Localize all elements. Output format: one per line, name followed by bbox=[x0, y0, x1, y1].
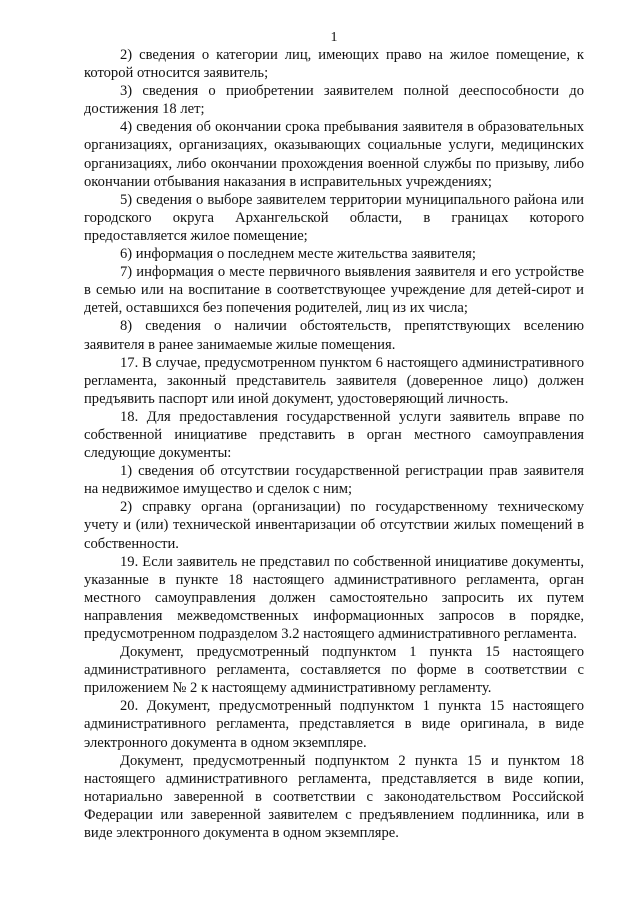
paragraph-section-18: 18. Для предоставления государственной услуги заявитель вправе по собственной инициативе представить в орган местного самоуправления следующие документы: bbox=[84, 408, 584, 462]
paragraph-section-18-item-2: 2) справку органа (организации) по государственному техническому учету и (или) технической инвентаризации об отсутствии жилых помещений в собственности. bbox=[84, 499, 584, 552]
paragraph-section-18-item-1: 1) сведения об отсутствии государственной регистрации прав заявителя на недвижимое имущество и сделок с ним; bbox=[84, 463, 584, 498]
paragraph-item-3-capacity: 3) сведения о приобретении заявителем полной дееспособности до достижения 18 лет; bbox=[84, 83, 584, 118]
document-body bbox=[84, 46, 584, 842]
paragraph-section-19-form: Документ, предусмотренный подпунктом 1 пункта 15 настоящего административного регламента, составляется по форме в соответствии с приложением № 2 к настоящему административному регламенту. bbox=[84, 644, 584, 697]
page-number: 1 bbox=[330, 30, 338, 45]
paragraph-section-20: 20. Документ, предусмотренный подпунктом 1 пункта 15 настоящего административного регламента, представляется в виде оригинала, в виде электронного документа в одном экземпляре. bbox=[84, 698, 584, 751]
paragraph-item-2-category: 2) сведения о категории лиц, имеющих право на жилое помещение, к которой относится заявитель; bbox=[84, 47, 584, 82]
document-page bbox=[84, 0, 584, 905]
paragraph-section-20-copy: Документ, предусмотренный подпунктом 2 пункта 15 и пунктом 18 настоящего административного регламента, представляется в виде копии, нотариально заверенной в соответствии с законодательством Российской Федерации или заверенной заявителем с предъявлением подлинника, или в виде электронного документа в одном экземпляре. bbox=[84, 752, 584, 842]
paragraph-item-6-last-residence: 6) информация о последнем месте жительства заявителя; bbox=[120, 246, 476, 263]
paragraph-item-5-territory: 5) сведения о выборе заявителем территории муниципального района или городского округа Архангельской области, в границах которого предоставляется жилое помещение; bbox=[84, 191, 584, 244]
paragraph-section-19: 19. Если заявитель не представил по собственной инициативе документы, указанные в пункте 18 настоящего административного регламента, орган местного самоуправления должен самостоятельно запросить их путем направления межведомственных информационных запросов в порядке, предусмотренном подразделом 3.2 настоящего административного регламента. bbox=[84, 553, 584, 642]
paragraph-item-4-stay-end: 4) сведения об окончании срока пребывания заявителя в образовательных организациях, организациях, оказывающих социальные услуги, медицинских организациях, либо окончании прохождения военной службы по призыву, либо окончании отбывания наказания в исправительных учреждениях; bbox=[84, 119, 584, 190]
paragraph-item-8-circumstances: 8) сведения о наличии обстоятельств, препятствующих вселению заявителя в ранее занимаемые жилые помещения. bbox=[84, 318, 584, 353]
paragraph-item-7-first-detection: 7) информация о месте первичного выявления заявителя и его устройстве в семью или на воспитание в соответствующее учреждение для детей-сирот и детей, оставшихся без попечения родителей, лиц из их числа; bbox=[84, 264, 584, 317]
paragraph-section-17: 17. В случае, предусмотренном пунктом 6 настоящего административного регламента, законный представитель заявителя (доверенное лицо) должен предъявить паспорт или иной документ, удостоверяющий личность. bbox=[84, 354, 584, 407]
